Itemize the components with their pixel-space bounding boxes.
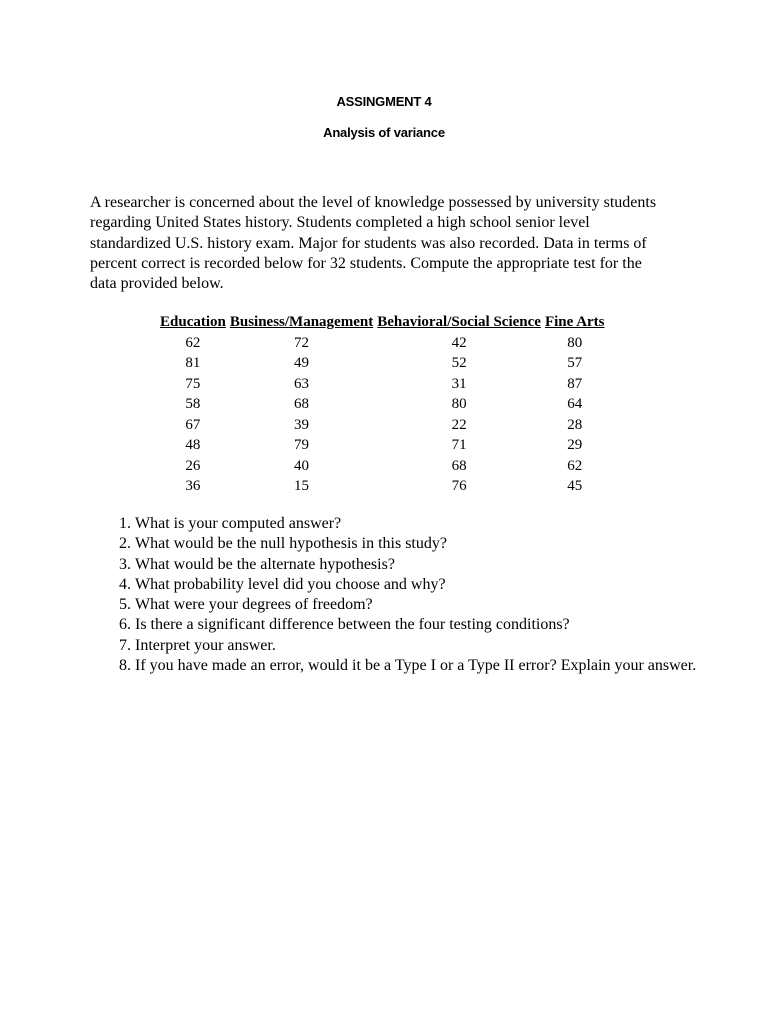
table-cell: 71 (451, 437, 467, 454)
table-cell: 39 (294, 416, 310, 433)
table-cell: 68 (294, 396, 310, 413)
column-header-education: Education (160, 314, 226, 331)
table-cell: 64 (567, 396, 583, 413)
table-row (158, 456, 607, 477)
table-cell: 81 (185, 355, 201, 372)
table-cell: 29 (567, 437, 583, 454)
table-cell: 49 (294, 355, 310, 372)
column-header-fine-arts: Fine Arts (544, 314, 605, 331)
table-cell: 31 (451, 375, 467, 392)
question-item: 1. What is your computed answer? (135, 514, 705, 534)
table-cell: 42 (451, 334, 467, 351)
question-item: 4. What probability level did you choose and why? (135, 575, 705, 595)
table-cell: 58 (185, 396, 201, 413)
table-cell: 62 (185, 334, 201, 351)
question-item: 7. Interpret your answer. (135, 636, 705, 656)
table-cell: 48 (185, 437, 201, 454)
table-cell: 62 (567, 457, 583, 474)
table-cell: 57 (567, 355, 583, 372)
table-cell: 80 (567, 334, 583, 351)
question-item: 3. What would be the alternate hypothesis? (135, 555, 705, 575)
table-cell: 63 (294, 375, 310, 392)
table-cell: 80 (451, 396, 467, 413)
table-row (158, 394, 607, 415)
column-header-business-management: Business/Management (229, 314, 374, 331)
table-header-row (158, 312, 607, 333)
table-cell: 79 (294, 437, 310, 454)
table-cell: 52 (451, 355, 467, 372)
table-cell: 68 (451, 457, 467, 474)
table-cell: 26 (185, 457, 201, 474)
table-row (158, 353, 607, 374)
question-item: 2. What would be the null hypothesis in this study? (135, 534, 705, 554)
intro-paragraph: A researcher is concerned about the level of knowledge possessed by university students regarding United States history. Students completed a high school senior level standardized U.S. history exam. Major for students was also recorded. Data in terms of percent correct is recorded below for 32 students. Compute the appropriate test for the data provided below. (90, 194, 657, 293)
table-cell: 87 (567, 375, 583, 392)
question-item: 8. If you have made an error, would it be a Type I or a Type II error? Explain your answer. (135, 656, 705, 676)
question-item: 5. What were your degrees of freedom? (135, 595, 705, 615)
table-row (158, 415, 607, 436)
table-cell: 76 (451, 478, 467, 495)
table-row (158, 435, 607, 456)
table-cell: 28 (567, 416, 583, 433)
table-cell: 75 (185, 375, 201, 392)
table-cell: 22 (451, 416, 467, 433)
table-row (158, 333, 607, 354)
table-cell: 67 (185, 416, 201, 433)
scores-table (158, 312, 607, 497)
document-subtitle: Analysis of variance (323, 125, 445, 140)
table-row (158, 374, 607, 395)
table-cell: 45 (567, 478, 583, 495)
table-cell: 15 (294, 478, 310, 495)
table-cell: 40 (294, 457, 310, 474)
document-title: ASSINGMENT 4 (336, 94, 432, 109)
table-row (158, 476, 607, 497)
table-cell: 72 (294, 334, 310, 351)
table-cell: 36 (185, 478, 201, 495)
question-item: 6. Is there a significant difference between the four testing conditions? (135, 615, 705, 635)
column-header-behavioral-social-science: Behavioral/Social Science (377, 314, 541, 331)
question-list (90, 514, 705, 676)
